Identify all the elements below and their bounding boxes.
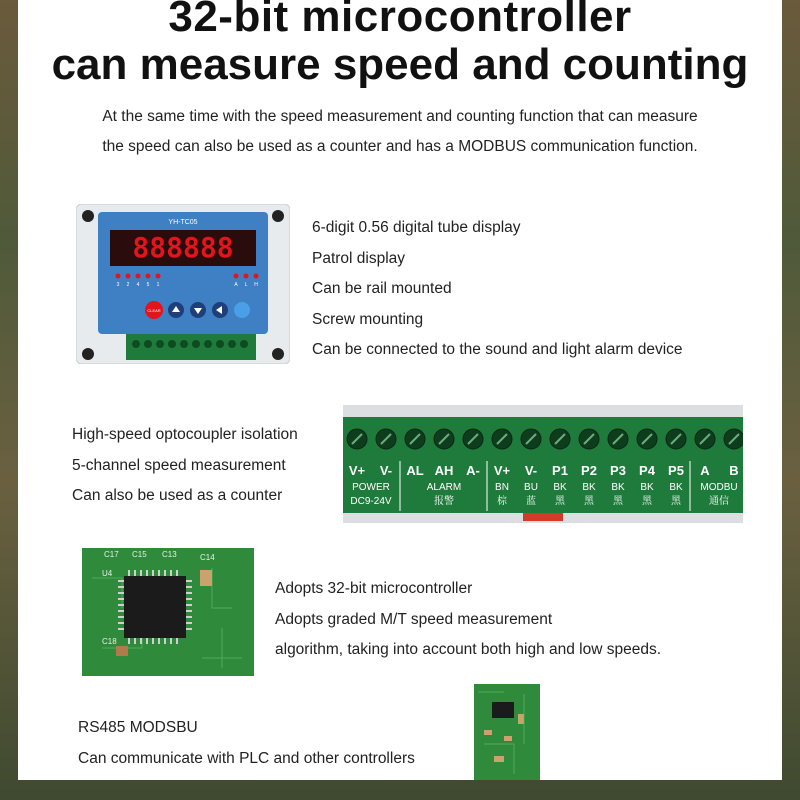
wire-color-label: BK	[582, 482, 596, 493]
wire-color-label: BK	[553, 482, 567, 493]
wire-color-label: BK	[669, 482, 683, 493]
device-model-label: YH-TC05	[168, 219, 198, 226]
title-line-2: can measure speed and counting	[51, 40, 749, 89]
led-label: 3	[116, 282, 120, 288]
alarm-label: ALARM	[426, 482, 462, 493]
pcb-label: C18	[102, 637, 117, 646]
pcb-label: U4	[102, 569, 113, 578]
title-line-1: 32-bit microcontroller	[168, 0, 632, 41]
feature-item: Adopts graded M/T speed measurement	[275, 610, 553, 628]
feature-item: Can be rail mounted	[312, 280, 452, 297]
feature-item: 5-channel speed measurement	[72, 456, 286, 474]
feature-item: Can also be used as a counter	[72, 487, 283, 504]
feature-item: 6-digit 0.56 digital tube display	[312, 219, 521, 236]
alarm-cn-label: 报警	[434, 496, 454, 507]
product-poster	[18, 0, 782, 780]
wire-color-label: BK	[611, 482, 625, 493]
wire-cn-label: 黑	[613, 496, 623, 507]
pcb-label: C15	[132, 550, 147, 559]
feature-item: Screw mounting	[312, 310, 424, 328]
led-label: 4	[136, 282, 140, 288]
pcb-label: C14	[200, 553, 215, 562]
terminal-block-image	[343, 405, 743, 523]
pin-label: P5	[668, 463, 684, 478]
wire-color-label: BN	[495, 482, 509, 493]
power-label: POWER	[352, 482, 390, 493]
feature-list-inputs	[72, 420, 298, 512]
subtitle-line-1: At the same time with the speed measurement and counting function that can measure	[102, 108, 698, 125]
led-label: L	[244, 282, 248, 288]
feature-list-display	[312, 213, 683, 366]
led-label: 1	[156, 282, 160, 288]
pin-label: V-	[524, 463, 538, 478]
feature-list-rs485	[78, 713, 415, 774]
led-label: A	[234, 282, 238, 288]
led-label: H	[254, 282, 258, 288]
wire-cn-label: 黑	[642, 496, 652, 507]
pin-label: AH	[434, 463, 454, 478]
wire-cn-label: 黑	[671, 496, 681, 507]
led-label: 2	[126, 282, 130, 288]
feature-item: Can communicate with PLC and other controllers	[78, 749, 415, 767]
feature-item: Can be connected to the sound and light alarm device	[312, 341, 683, 358]
subtitle-line-2: the speed can also be used as a counter and has a MODBUS communication function.	[102, 138, 698, 155]
pcb-label: C17	[104, 550, 119, 559]
led-label: 5	[146, 282, 150, 288]
pin-label: V-	[379, 463, 393, 478]
pin-label: V+	[348, 463, 366, 478]
wire-cn-label: 黑	[555, 496, 565, 507]
pin-label: P2	[581, 463, 597, 478]
pin-label: A-	[466, 463, 480, 478]
pcb-label: C13	[162, 550, 177, 559]
controller-device-image	[76, 204, 290, 364]
pin-label: P3	[610, 463, 626, 478]
subtitle	[38, 102, 762, 162]
pin-label: P1	[552, 463, 568, 478]
pin-label: P4	[639, 463, 655, 478]
feature-item: RS485 MODSBU	[78, 719, 198, 736]
rs485-module-image	[474, 684, 540, 780]
feature-list-mcu	[275, 574, 661, 666]
feature-item: Patrol display	[312, 249, 406, 267]
pin-label: A	[700, 463, 710, 478]
digital-display: 888888	[132, 231, 234, 264]
feature-item: algorithm, taking into account both high and low speeds.	[275, 641, 662, 658]
modbus-label: MODBU	[700, 482, 738, 493]
pin-label: V+	[493, 463, 511, 478]
feature-item: Adopts 32-bit microcontroller	[275, 580, 473, 597]
wire-color-label: BU	[524, 482, 538, 493]
wire-cn-label: 黑	[584, 496, 594, 507]
power-voltage-label: DC9-24V	[350, 496, 392, 507]
mcu-pcb-image	[82, 548, 254, 676]
wire-cn-label: 蓝	[526, 496, 536, 507]
clear-button-label: CLEAR	[147, 308, 161, 313]
pin-label: AL	[406, 463, 424, 478]
pin-label: B	[729, 463, 739, 478]
wire-cn-label: 棕	[497, 496, 507, 507]
modbus-cn-label: 通信	[709, 496, 729, 507]
wire-color-label: BK	[640, 482, 654, 493]
feature-item: High-speed optocoupler isolation	[72, 426, 298, 443]
